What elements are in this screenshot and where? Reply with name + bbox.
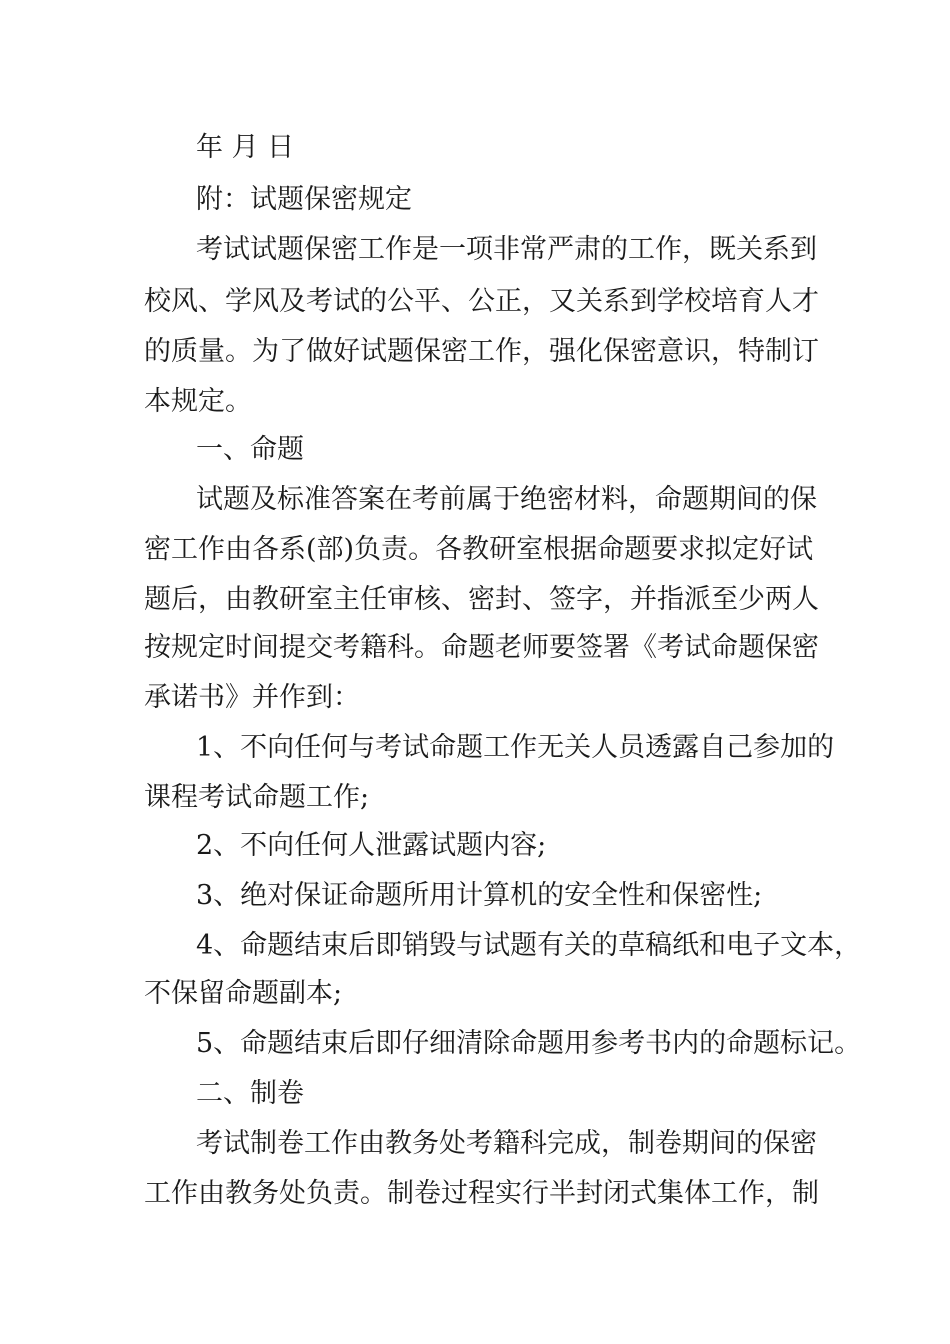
intro-line: 本规定。 xyxy=(144,386,252,417)
intro-line: 考试试题保密工作是一项非常严肃的工作，既关系到 xyxy=(196,234,817,265)
list-item: 3、绝对保证命题所用计算机的安全性和保密性; xyxy=(196,880,763,911)
section-body-line: 密工作由各系(部)负责。各教研室根据命题要求拟定好试 xyxy=(144,534,814,565)
intro-line: 校风、学风及考试的公平、公正，又关系到学校培育人才 xyxy=(144,286,819,317)
list-item: 4、命题结束后即销毁与试题有关的草稿纸和电子文本， xyxy=(196,930,862,961)
section-body-line: 题后，由教研室主任审核、密封、签字，并指派至少两人 xyxy=(144,584,819,615)
list-item-continuation: 课程考试命题工作; xyxy=(144,782,370,813)
list-item: 5、命题结束后即仔细清除命题用参考书内的命题标记。 xyxy=(196,1028,862,1059)
list-item-continuation: 不保留命题副本; xyxy=(144,978,343,1009)
section-heading: 二、制卷 xyxy=(196,1078,304,1109)
section-body-line: 按规定时间提交考籍科。命题老师要签署《考试命题保密 xyxy=(144,632,819,663)
section-body-line: 承诺书》并作到： xyxy=(144,682,360,713)
section-body-line: 试题及标准答案在考前属于绝密材料，命题期间的保 xyxy=(196,484,817,515)
date-line: 年 月 日 xyxy=(196,132,295,163)
intro-line: 的质量。为了做好试题保密工作，强化保密意识，特制订 xyxy=(144,336,819,367)
attachment-title: 附：试题保密规定 xyxy=(196,184,412,215)
section-body-line: 考试制卷工作由教务处考籍科完成，制卷期间的保密 xyxy=(196,1128,817,1159)
list-item: 1、不向任何与考试命题工作无关人员透露自己参加的 xyxy=(196,732,835,763)
list-item: 2、不向任何人泄露试题内容; xyxy=(196,830,547,861)
section-body-line: 工作由教务处负责。制卷过程实行半封闭式集体工作，制 xyxy=(144,1178,819,1209)
section-heading: 一、命题 xyxy=(196,434,304,465)
